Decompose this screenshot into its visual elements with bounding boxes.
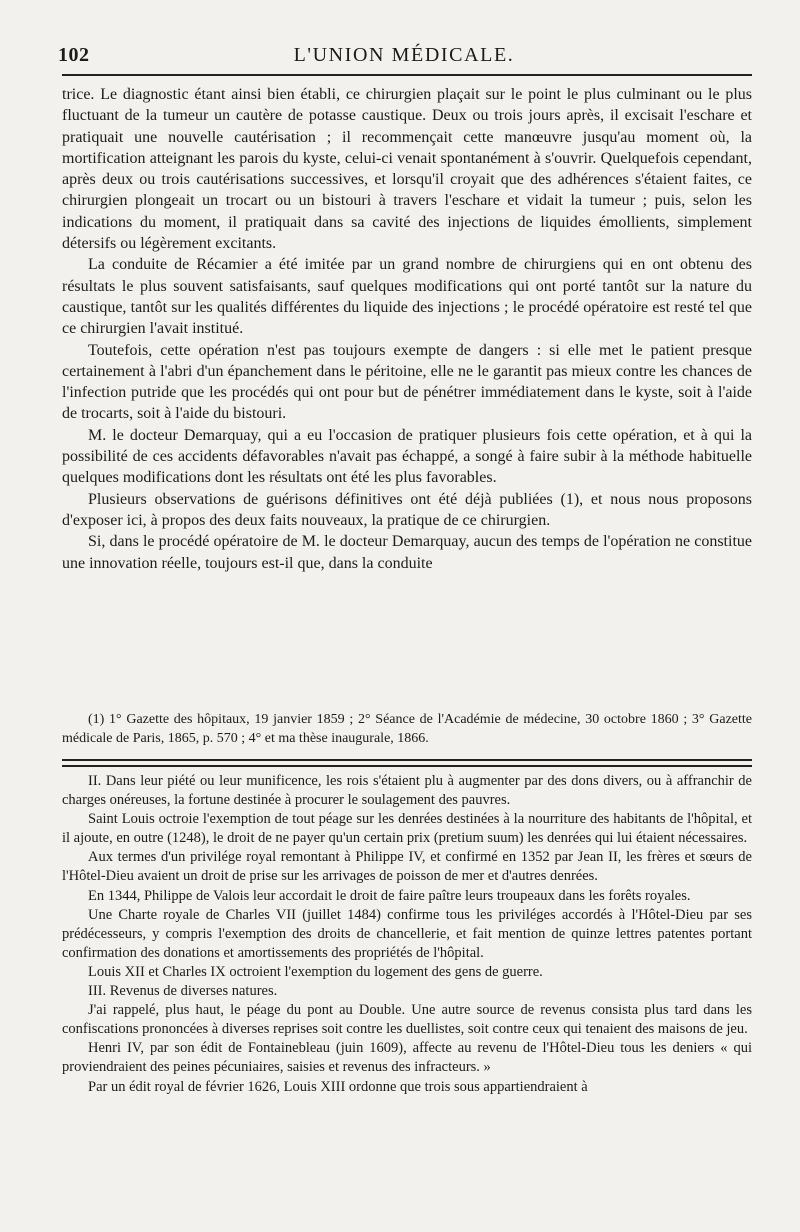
header-rule bbox=[62, 74, 752, 76]
feuilleton-paragraph: II. Dans leur piété ou leur munificence, les rois s'étaient plu à augmenter par des dons divers, ou à affranchir de charges onéreuses, la fortune destinée à procurer le soulagement des pauvres. bbox=[62, 773, 752, 809]
article-paragraph: trice. Le diagnostic étant ainsi bien établi, ce chirurgien plaçait sur le point le plus culminant ou le plus fluctuant de la tumeur un cautère de potasse caustique. Deux ou trois jours après, il excisait l'eschare et pratiquait une nouvelle cautérisation ; il recommençait cette manœuvre jusqu'au moment où, la mortification atteignant les parois du kyste, celui-ci venait spontanément à s'ouvrir. Quelquefois cependant, après deux ou trois cautérisations successives, et lorsqu'il croyait que des adhérences s'étaient faites, ce chirurgien plongeait un trocart ou un bistouri à travers l'eschare et vidait la tumeur ; puis, selon les indications du moment, il pratiquait dans sa cavité des injections de liquides émollients, simplement détersifs ou légèrement excitants. bbox=[62, 86, 752, 253]
feuilleton-rule bbox=[62, 765, 752, 767]
feuilleton-paragraph: J'ai rappelé, plus haut, le péage du pont au Double. Une autre source de revenus consista plus tard dans les confiscations prononcées à diverses reprises soit contre les duellistes, soit contre ceux qui tenaient des maisons de jeu. bbox=[62, 1002, 752, 1038]
feuilleton-section-heading: III. Revenus de diverses natures. bbox=[88, 983, 278, 1000]
feuilleton-paragraph: En 1344, Philippe de Valois leur accordait le droit de faire paître leurs troupeaux dans les forêts royales. bbox=[88, 887, 691, 904]
article-paragraph: Plusieurs observations de guérisons définitives ont été déjà publiées (1), et nous nous proposons d'exposer ici, à propos des deux faits nouveaux, la pratique de ce chirurgien. bbox=[62, 490, 752, 529]
article-paragraph: M. le docteur Demarquay, qui a eu l'occasion de pratiquer plusieurs fois cette opération, et à qui la possibilité de ces accidents défavorables n'avait pas échappé, a songé à faire subir à la méthode habituelle quelques modifications dont les résultats ont été les plus favorables. bbox=[62, 426, 752, 487]
page-header bbox=[58, 42, 750, 72]
feuilleton-paragraph: Une Charte royale de Charles VII (juillet 1484) confirme tous les priviléges accordés à l'Hôtel-Dieu par ses prédécesseurs, y compris l'exemption des droits de chancellerie, et fait mention de quinze lettres patentes portant confirmation des donations et amortissements des propriétés de l'hôpital. bbox=[62, 906, 752, 961]
article-paragraph: Si, dans le procédé opératoire de M. le docteur Demarquay, aucun des temps de l'opération ne constitue une innovation réelle, toujours est-il que, dans la conduite bbox=[62, 533, 752, 572]
feuilleton-paragraph: Henri IV, par son édit de Fontainebleau (juin 1609), affecte au revenu de l'Hôtel-Dieu tous les deniers « qui proviendraient des peines pécuniaires, saisies et revenus des infracteurs. » bbox=[62, 1040, 752, 1076]
feuilleton-paragraph: Louis XII et Charles IX octroient l'exemption du logement des gens de guerre. bbox=[88, 963, 543, 980]
article-body bbox=[62, 84, 752, 574]
article-paragraph: La conduite de Récamier a été imitée par un grand nombre de chirurgiens qui en ont obtenu des résultats le plus souvent satisfaisants, sauf quelques modifications qui ont porté tantôt sur la nature du caustique, tantôt sur les qualités différentes du liquide des injections ; le procédé opératoire est resté tel que ce chirurgien l'avait institué. bbox=[62, 256, 752, 338]
feuilleton-body bbox=[62, 772, 752, 1097]
feuilleton-paragraph: Par un édit royal de février 1626, Louis XIII ordonne que trois sous appartiendraient à bbox=[88, 1078, 588, 1095]
article-paragraph: Toutefois, cette opération n'est pas toujours exempte de dangers : si elle met le patient presque certainement à l'abri d'un épanchement dans le péritoine, elle ne le garantit pas mieux contre les chances de l'infection putride que les procédés qui ont pour but de pénétrer immédiatement dans le kyste, soit à l'aide de trocarts, soit à l'aide du bistouri. bbox=[62, 341, 752, 423]
footnote: (1) 1° Gazette des hôpitaux, 19 janvier 1859 ; 2° Séance de l'Académie de médecine, 30 octobre 1860 ; 3° Gazette médicale de Paris, 1865, p. 570 ; 4° et ma thèse inaugurale, 1866. bbox=[62, 712, 752, 746]
running-title: L'UNION MÉDICALE. bbox=[293, 44, 515, 66]
feuilleton-rule bbox=[62, 759, 752, 761]
feuilleton-paragraph: Saint Louis octroie l'exemption de tout péage sur les denrées destinées à la nourriture des habitants de l'hôpital, et il ajoute, en outre (1248), le droit de ne payer qu'un certain prix (pretium suum) les denrées qui lui étaient nécessaires. bbox=[62, 811, 752, 847]
page-number: 102 bbox=[58, 44, 90, 66]
feuilleton-paragraph: Aux termes d'un privilége royal remontant à Philippe IV, et confirmé en 1352 par Jean II, les frères et sœurs de l'Hôtel-Dieu avaient un droit de prise sur les arrivages de poisson de mer et d'autres denrées. bbox=[62, 849, 752, 885]
